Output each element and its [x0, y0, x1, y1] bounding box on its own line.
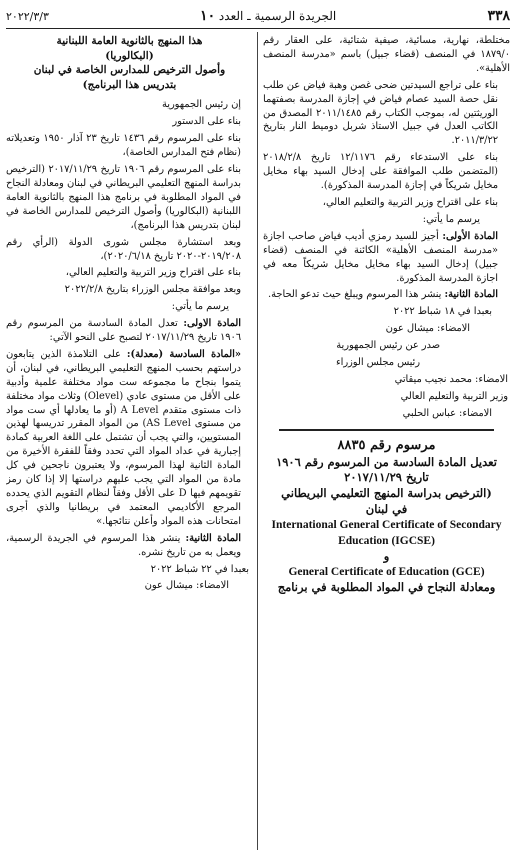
issue-date: ٢٠٢٢/٣/٣	[6, 9, 49, 23]
page-header	[6, 4, 510, 29]
right-column	[263, 34, 510, 850]
decree-number: مرسوم رقم ٨٨٣٥	[337, 437, 436, 453]
article-text: أجيز للسيد رمزي أديب فياض صاحب اجازة «مدرسة المنصف الأهلية» الكائنة في المنصف (قضاء جبيل) إدخال السيد بهاء مخايل مخايل شريكاً معه في اجازة المدرسة المذكورة.	[263, 230, 498, 284]
article-label: المادة الاولى:	[183, 318, 241, 330]
article-text: على التلامذة الذين يتابعون دراستهم بحسب المنهج التعليمي البريطاني، في لبنان، أن يتموا بنجاح ما مجموعه ست مواد مختلفة علمية وأدبية على الأقل من مستوى عادي (Olevel) وثلاث مواد مختلفة ذات مستوى متقدم A Level (أو ما يعادلها أي ست مواد من مستوى AS Level) من المواد المقرر تدريسها لهذين المستويين، والتي يجب أن تشتمل على اللغة العربية كمادة إجبارية في عداد المواد التي تحدد وفقاً للفقرة الأخيرة من المادة الثانية لهذا المرسوم، ولا يعتبرون ناجحين في كل مادة من المواد التي يجب عليهم دراستها إلا إذا كان رمز تقويمهم فيها D على الأقل وفقاً لنظام التقويم الذي يحدده المرجع الأكاديمي المعتمد في بريطانيا والذي أجرى امتحانات هذه المواد وأعلن نتائجها.»	[6, 348, 241, 527]
gazette-title	[49, 8, 488, 24]
article-label: «المادة السادسة (معدلة):	[126, 348, 241, 360]
decree-title-continued	[6, 34, 253, 92]
left-column	[6, 34, 253, 850]
english-title-gce: General Certificate of Education (GCE)	[288, 565, 485, 578]
signature-minister: الامضاء: عباس الحلبي	[402, 407, 492, 419]
issued-by: صدر عن رئيس الجمهورية	[336, 340, 440, 352]
paragraph: بناء على الدستور	[172, 116, 241, 128]
paragraph: بناء على اقتراح وزير التربية والتعليم العالي،	[322, 196, 498, 208]
article-2	[263, 288, 510, 302]
article-6-amended	[6, 348, 253, 529]
article-2	[6, 532, 253, 560]
paragraph: مختلطة، نهارية، مسائية، صيفية شتائية، على العقار رقم ١٨٧٩/٠ في المنصف (قضاء جبيل) باسم «مدرسة المنصف الأهلية».	[263, 35, 510, 74]
decree-heading	[263, 437, 510, 518]
minister-title: وزير التربية والتعليم العالي	[400, 390, 508, 402]
signature-president: الامضاء: ميشال عون	[385, 323, 470, 335]
article-label: المادة الأولى:	[442, 230, 499, 242]
paragraph: يرسم ما يأتي:	[171, 301, 229, 313]
english-title-igcse: International General Certificate of Secondary Education (IGCSE)	[271, 519, 502, 547]
paragraph: بناء على اقتراح وزير التربية والتعليم العالي،	[65, 267, 241, 279]
article-label: المادة الثانية:	[444, 289, 498, 301]
decree-title-line: تعديل المادة السادسة من المرسوم رقم ١٩٠٦	[276, 454, 497, 469]
article-text: تعدل المادة السادسة من المرسوم رقم ١٩٠٦ تاريخ ٢٠١٧/١١/٢٩ لتصبح على النحو الآتي:	[6, 318, 241, 344]
conjunction: و	[383, 549, 390, 564]
section-divider	[279, 429, 494, 431]
paragraph: وبعد موافقة مجلس الوزراء بتاريخ ٢٠٢٢/٢/٨	[64, 284, 241, 296]
paragraph: إن رئيس الجمهورية	[161, 99, 241, 111]
signed-date: بعبدا في ١٨ شباط ٢٠٢٢	[393, 306, 492, 318]
title-line: وأصول الترخيص للمدارس الخاصة في لبنان	[33, 64, 226, 77]
column-divider	[257, 32, 258, 850]
decree-title-line: ومعادلة النجاح في المواد المطلوبة في برنامج	[277, 580, 496, 595]
issue-number: ١٠	[200, 8, 216, 24]
paragraph: يرسم ما يأتي:	[422, 213, 480, 225]
signature-pm: الامضاء: محمد نجيب ميقاتي	[394, 373, 508, 385]
paragraph: بناء على المرسوم رقم ١٤٣٦ تاريخ ٢٣ آذار ١٩٥٠ وتعديلاته (نظام فتح المدارس الخاصة)،	[6, 133, 241, 159]
signature-president: الامضاء: ميشال عون	[144, 580, 229, 592]
title-line: بتدريس هذا البرنامج)	[82, 78, 177, 91]
signed-date: بعبدا في ٢٢ شباط ٢٠٢٢	[150, 563, 249, 575]
decree-title-line: في لبنان	[365, 502, 408, 517]
article-label: المادة الثانية:	[185, 532, 241, 544]
page-number: ٣٣٨	[487, 8, 510, 24]
article-text: ينشر هذا المرسوم في الجريدة الرسمية، ويعمل به من تاريخ نشره.	[6, 532, 241, 558]
article-text: ينشر هذا المرسوم ويبلغ حيث تدعو الحاجة.	[268, 289, 442, 301]
decree-title-line: تاريخ ٢٠١٧/١١/٢٩	[344, 470, 429, 485]
paragraph: وبعد استشارة مجلس شورى الدولة (الرأي رقم ٢٠١٩/٢٠٨-٢٠٢٠ تاريخ ٢٠٢٠/٦/١٨)،	[6, 236, 241, 262]
gazette-name: الجريدة الرسمية ـ العدد	[218, 9, 337, 23]
paragraph: بناء على الاستدعاء رقم ١٢/١١٧٦ تاريخ ٢٠١٨/٢/٨ (المتضمن طلب الموافقة على إدخال السيد بهاء مخايل مخايل شريكاً في إجازة المدرسة المذكورة).	[263, 152, 498, 192]
title-line: هذا المنهج بالثانوية العامة اللبنانية	[56, 35, 203, 47]
article-1	[263, 230, 510, 286]
pm-title: رئيس مجلس الوزراء	[336, 357, 420, 369]
title-line: (البكالوريا)	[105, 49, 154, 62]
paragraph: بناء على المرسوم رقم ١٩٠٦ تاريخ ٢٠١٧/١١/٢٩ (الترخيص بدراسة المنهج التعليمي البريطاني في لبنان ومعادلة النجاح في المواد المطلوبة في برنامج هذا المنهج بالثانوية العامة اللبنانية (البكالوريا) وأصول الترخيص للمدارس الخاصة في لبنان بتدريس هذا البرنامج)،	[6, 164, 241, 231]
decree-title-line: (الترخيص بدراسة المنهج التعليمي البريطاني	[281, 486, 492, 501]
article-1	[6, 317, 253, 345]
paragraph: بناء على تراجع السيدتين ضحى غصن وهبة فياض عن طلب نقل حصة السيد عصام فياض في إجازة المدرسة بصفتهما الوريثتين له، بموجب الكتاب رقم ٢٠١١/١٤٨٥ المصدق من الكاتب العدل في جبيل الاستاذ شربل دوميط النار بتاريخ ٢٠١١/٣/٢٢.	[263, 79, 498, 147]
